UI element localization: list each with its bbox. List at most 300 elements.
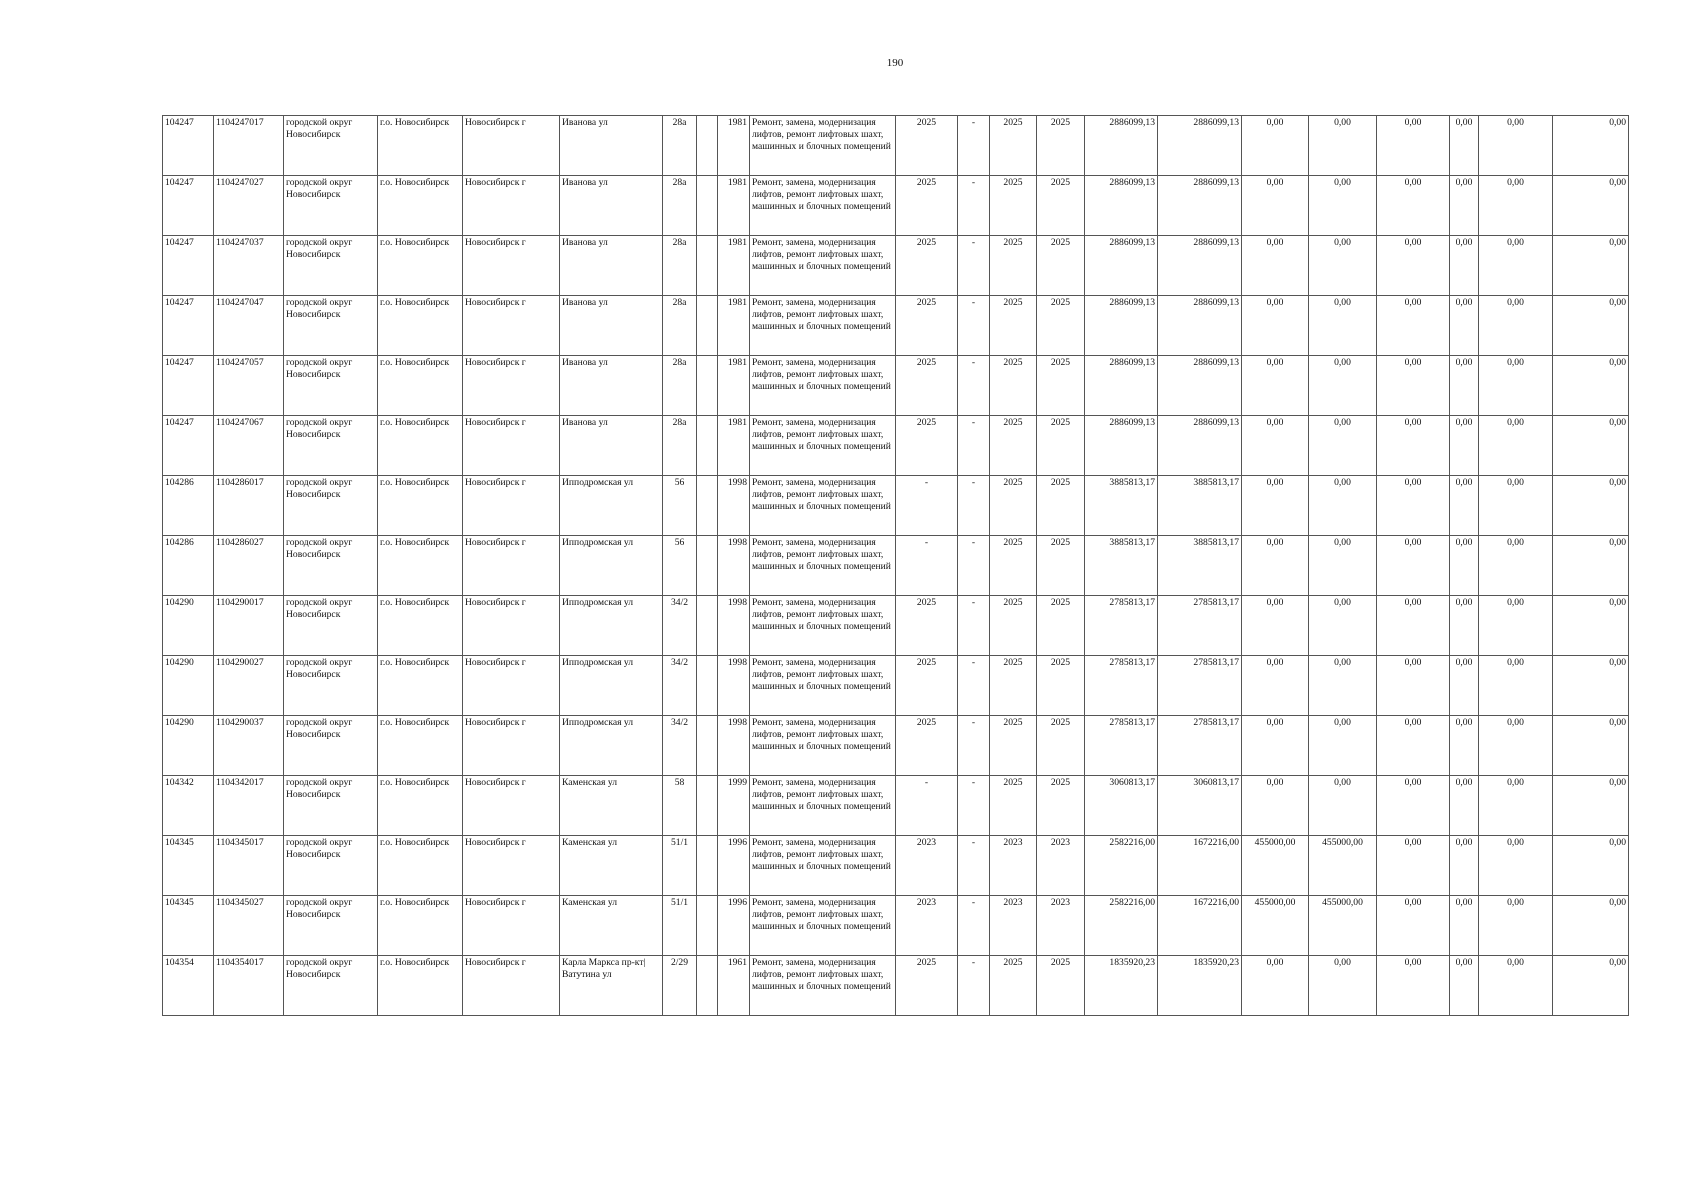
- cell-work-type: Ремонт, замена, модернизация лифтов, ремонт лифтовых шахт, машинных и блочных помещений: [750, 416, 896, 476]
- cell-owners-funds: 0,00: [1377, 956, 1450, 1016]
- cell-municipality: городской округ Новосибирск: [284, 236, 378, 296]
- table-row: [163, 956, 1629, 1016]
- cell-fund-amount: 1672216,00: [1158, 836, 1242, 896]
- cell-end-year: 2025: [1037, 716, 1085, 776]
- cell-building: [697, 536, 718, 596]
- cell-start-year: 2025: [990, 416, 1037, 476]
- cell-reserve-1: 0,00: [1479, 176, 1553, 236]
- cell-total-cost: 3885813,17: [1085, 536, 1158, 596]
- cell-municipality: городской округ Новосибирск: [284, 536, 378, 596]
- cell-object-id: 104247: [163, 296, 214, 356]
- cell-other-funds: 0,00: [1450, 776, 1479, 836]
- cell-plan-year: 2025: [896, 416, 958, 476]
- cell-plan-year: 2025: [896, 116, 958, 176]
- cell-building: [697, 356, 718, 416]
- cell-other-funds: 0,00: [1450, 416, 1479, 476]
- cell-local-budget: 0,00: [1309, 656, 1377, 716]
- cell-total-cost: 2582216,00: [1085, 896, 1158, 956]
- cell-reserve-1: 0,00: [1479, 116, 1553, 176]
- cell-build-year: 1981: [718, 116, 750, 176]
- table-row: [163, 416, 1629, 476]
- cell-other-funds: 0,00: [1450, 716, 1479, 776]
- cell-dash-cell: -: [958, 896, 990, 956]
- table-row: [163, 236, 1629, 296]
- cell-owners-funds: 0,00: [1377, 836, 1450, 896]
- cell-build-year: 1996: [718, 896, 750, 956]
- cell-build-year: 1981: [718, 236, 750, 296]
- cell-total-cost: 2582216,00: [1085, 836, 1158, 896]
- cell-object-id: 104286: [163, 536, 214, 596]
- cell-plan-year: 2025: [896, 596, 958, 656]
- cell-owners-funds: 0,00: [1377, 536, 1450, 596]
- cell-owners-funds: 0,00: [1377, 716, 1450, 776]
- cell-owners-funds: 0,00: [1377, 176, 1450, 236]
- cell-reserve-2: 0,00: [1553, 116, 1629, 176]
- cell-end-year: 2025: [1037, 956, 1085, 1016]
- cell-house-number: 28а: [663, 116, 697, 176]
- cell-total-cost: 2886099,13: [1085, 116, 1158, 176]
- cell-work-type: Ремонт, замена, модернизация лифтов, ремонт лифтовых шахт, машинных и блочных помещений: [750, 356, 896, 416]
- cell-end-year: 2025: [1037, 416, 1085, 476]
- cell-district: г.о. Новосибирск: [378, 236, 463, 296]
- cell-regional-budget: 0,00: [1242, 236, 1309, 296]
- cell-district: г.о. Новосибирск: [378, 896, 463, 956]
- cell-work-type: Ремонт, замена, модернизация лифтов, ремонт лифтовых шахт, машинных и блочных помещений: [750, 296, 896, 356]
- cell-total-cost: 1835920,23: [1085, 956, 1158, 1016]
- cell-total-cost: 2886099,13: [1085, 236, 1158, 296]
- cell-dash-cell: -: [958, 956, 990, 1016]
- cell-end-year: 2023: [1037, 836, 1085, 896]
- cell-other-funds: 0,00: [1450, 476, 1479, 536]
- cell-work-type: Ремонт, замена, модернизация лифтов, ремонт лифтовых шахт, машинных и блочных помещений: [750, 716, 896, 776]
- cell-build-year: 1981: [718, 296, 750, 356]
- cell-fund-amount: 1672216,00: [1158, 896, 1242, 956]
- cell-street: Иванова ул: [560, 236, 663, 296]
- cell-reserve-2: 0,00: [1553, 656, 1629, 716]
- cell-other-funds: 0,00: [1450, 116, 1479, 176]
- cell-settlement: Новосибирск г: [463, 896, 560, 956]
- cell-total-cost: 2886099,13: [1085, 356, 1158, 416]
- cell-local-budget: 0,00: [1309, 116, 1377, 176]
- cell-local-budget: 455000,00: [1309, 896, 1377, 956]
- cell-reserve-2: 0,00: [1553, 296, 1629, 356]
- cell-local-budget: 0,00: [1309, 356, 1377, 416]
- cell-work-type: Ремонт, замена, модернизация лифтов, ремонт лифтовых шахт, машинных и блочных помещений: [750, 896, 896, 956]
- cell-object-id: 104354: [163, 956, 214, 1016]
- cell-build-year: 1981: [718, 356, 750, 416]
- table-row: [163, 836, 1629, 896]
- cell-dash-cell: -: [958, 656, 990, 716]
- cell-building: [697, 656, 718, 716]
- cell-owners-funds: 0,00: [1377, 116, 1450, 176]
- table-row: [163, 476, 1629, 536]
- cell-reserve-1: 0,00: [1479, 536, 1553, 596]
- cell-plan-year: -: [896, 536, 958, 596]
- cell-house-number: 51/1: [663, 896, 697, 956]
- cell-municipality: городской округ Новосибирск: [284, 116, 378, 176]
- cell-building: [697, 476, 718, 536]
- cell-local-budget: 0,00: [1309, 776, 1377, 836]
- cell-municipality: городской округ Новосибирск: [284, 896, 378, 956]
- cell-reserve-1: 0,00: [1479, 656, 1553, 716]
- cell-district: г.о. Новосибирск: [378, 776, 463, 836]
- cell-municipality: городской округ Новосибирск: [284, 296, 378, 356]
- cell-regional-budget: 0,00: [1242, 956, 1309, 1016]
- cell-street: Каменская ул: [560, 776, 663, 836]
- cell-regional-budget: 455000,00: [1242, 836, 1309, 896]
- table-row: [163, 356, 1629, 416]
- cell-record-id: 1104290027: [214, 656, 284, 716]
- cell-other-funds: 0,00: [1450, 956, 1479, 1016]
- cell-building: [697, 236, 718, 296]
- cell-build-year: 1998: [718, 656, 750, 716]
- cell-local-budget: 0,00: [1309, 716, 1377, 776]
- cell-object-id: 104247: [163, 176, 214, 236]
- cell-building: [697, 416, 718, 476]
- cell-total-cost: 2785813,17: [1085, 656, 1158, 716]
- cell-end-year: 2025: [1037, 476, 1085, 536]
- cell-end-year: 2025: [1037, 176, 1085, 236]
- cell-fund-amount: 3885813,17: [1158, 476, 1242, 536]
- cell-regional-budget: 0,00: [1242, 656, 1309, 716]
- cell-regional-budget: 0,00: [1242, 536, 1309, 596]
- cell-work-type: Ремонт, замена, модернизация лифтов, ремонт лифтовых шахт, машинных и блочных помещений: [750, 956, 896, 1016]
- cell-other-funds: 0,00: [1450, 176, 1479, 236]
- cell-owners-funds: 0,00: [1377, 776, 1450, 836]
- cell-dash-cell: -: [958, 416, 990, 476]
- table-row: [163, 296, 1629, 356]
- cell-municipality: городской округ Новосибирск: [284, 956, 378, 1016]
- cell-total-cost: 2886099,13: [1085, 296, 1158, 356]
- cell-plan-year: -: [896, 476, 958, 536]
- cell-district: г.о. Новосибирск: [378, 356, 463, 416]
- cell-start-year: 2025: [990, 716, 1037, 776]
- cell-build-year: 1981: [718, 416, 750, 476]
- cell-total-cost: 2886099,13: [1085, 176, 1158, 236]
- cell-plan-year: 2025: [896, 956, 958, 1016]
- cell-settlement: Новосибирск г: [463, 236, 560, 296]
- cell-building: [697, 836, 718, 896]
- cell-owners-funds: 0,00: [1377, 296, 1450, 356]
- cell-local-budget: 455000,00: [1309, 836, 1377, 896]
- cell-municipality: городской округ Новосибирск: [284, 416, 378, 476]
- cell-record-id: 1104247037: [214, 236, 284, 296]
- cell-end-year: 2025: [1037, 596, 1085, 656]
- cell-settlement: Новосибирск г: [463, 956, 560, 1016]
- cell-district: г.о. Новосибирск: [378, 836, 463, 896]
- cell-fund-amount: 2785813,17: [1158, 716, 1242, 776]
- cell-record-id: 1104247027: [214, 176, 284, 236]
- cell-start-year: 2025: [990, 536, 1037, 596]
- cell-plan-year: -: [896, 776, 958, 836]
- cell-total-cost: 3060813,17: [1085, 776, 1158, 836]
- cell-owners-funds: 0,00: [1377, 476, 1450, 536]
- cell-district: г.о. Новосибирск: [378, 476, 463, 536]
- cell-dash-cell: -: [958, 716, 990, 776]
- cell-plan-year: 2025: [896, 656, 958, 716]
- cell-start-year: 2025: [990, 596, 1037, 656]
- cell-local-budget: 0,00: [1309, 476, 1377, 536]
- cell-street: Ипподромская ул: [560, 716, 663, 776]
- cell-settlement: Новосибирск г: [463, 416, 560, 476]
- cell-plan-year: 2025: [896, 296, 958, 356]
- cell-fund-amount: 2886099,13: [1158, 176, 1242, 236]
- cell-start-year: 2023: [990, 896, 1037, 956]
- cell-object-id: 104345: [163, 836, 214, 896]
- cell-reserve-1: 0,00: [1479, 236, 1553, 296]
- cell-reserve-1: 0,00: [1479, 956, 1553, 1016]
- cell-object-id: 104247: [163, 356, 214, 416]
- cell-house-number: 28а: [663, 296, 697, 356]
- cell-other-funds: 0,00: [1450, 836, 1479, 896]
- cell-reserve-1: 0,00: [1479, 716, 1553, 776]
- cell-reserve-2: 0,00: [1553, 536, 1629, 596]
- cell-district: г.о. Новосибирск: [378, 956, 463, 1016]
- cell-municipality: городской округ Новосибирск: [284, 476, 378, 536]
- cell-end-year: 2025: [1037, 776, 1085, 836]
- cell-regional-budget: 0,00: [1242, 176, 1309, 236]
- cell-street: Каменская ул: [560, 836, 663, 896]
- cell-fund-amount: 2886099,13: [1158, 236, 1242, 296]
- cell-dash-cell: -: [958, 116, 990, 176]
- cell-record-id: 1104286017: [214, 476, 284, 536]
- cell-work-type: Ремонт, замена, модернизация лифтов, ремонт лифтовых шахт, машинных и блочных помещений: [750, 116, 896, 176]
- cell-settlement: Новосибирск г: [463, 116, 560, 176]
- cell-house-number: 2/29: [663, 956, 697, 1016]
- cell-reserve-2: 0,00: [1553, 896, 1629, 956]
- cell-reserve-1: 0,00: [1479, 356, 1553, 416]
- cell-house-number: 28а: [663, 236, 697, 296]
- cell-building: [697, 176, 718, 236]
- cell-reserve-1: 0,00: [1479, 836, 1553, 896]
- cell-settlement: Новосибирск г: [463, 656, 560, 716]
- cell-record-id: 1104345027: [214, 896, 284, 956]
- cell-plan-year: 2025: [896, 176, 958, 236]
- cell-municipality: городской округ Новосибирск: [284, 596, 378, 656]
- cell-object-id: 104247: [163, 116, 214, 176]
- cell-object-id: 104290: [163, 656, 214, 716]
- cell-municipality: городской округ Новосибирск: [284, 836, 378, 896]
- cell-reserve-1: 0,00: [1479, 596, 1553, 656]
- cell-fund-amount: 2785813,17: [1158, 656, 1242, 716]
- cell-municipality: городской округ Новосибирск: [284, 656, 378, 716]
- cell-municipality: городской округ Новосибирск: [284, 356, 378, 416]
- cell-work-type: Ремонт, замена, модернизация лифтов, ремонт лифтовых шахт, машинных и блочных помещений: [750, 476, 896, 536]
- cell-fund-amount: 2886099,13: [1158, 296, 1242, 356]
- cell-house-number: 34/2: [663, 596, 697, 656]
- table-row: [163, 596, 1629, 656]
- cell-street: Иванова ул: [560, 356, 663, 416]
- cell-house-number: 34/2: [663, 716, 697, 776]
- cell-reserve-2: 0,00: [1553, 356, 1629, 416]
- cell-total-cost: 2785813,17: [1085, 596, 1158, 656]
- cell-reserve-2: 0,00: [1553, 716, 1629, 776]
- cell-object-id: 104290: [163, 596, 214, 656]
- cell-settlement: Новосибирск г: [463, 176, 560, 236]
- cell-reserve-2: 0,00: [1553, 176, 1629, 236]
- cell-street: Ипподромская ул: [560, 536, 663, 596]
- cell-total-cost: 3885813,17: [1085, 476, 1158, 536]
- cell-build-year: 1999: [718, 776, 750, 836]
- cell-object-id: 104345: [163, 896, 214, 956]
- cell-municipality: городской округ Новосибирск: [284, 176, 378, 236]
- cell-local-budget: 0,00: [1309, 536, 1377, 596]
- cell-dash-cell: -: [958, 596, 990, 656]
- cell-end-year: 2025: [1037, 536, 1085, 596]
- cell-dash-cell: -: [958, 296, 990, 356]
- cell-regional-budget: 0,00: [1242, 416, 1309, 476]
- cell-dash-cell: -: [958, 536, 990, 596]
- cell-owners-funds: 0,00: [1377, 236, 1450, 296]
- cell-start-year: 2025: [990, 776, 1037, 836]
- cell-fund-amount: 3060813,17: [1158, 776, 1242, 836]
- cell-record-id: 1104247067: [214, 416, 284, 476]
- cell-fund-amount: 2886099,13: [1158, 356, 1242, 416]
- cell-street: Ипподромская ул: [560, 596, 663, 656]
- cell-work-type: Ремонт, замена, модернизация лифтов, ремонт лифтовых шахт, машинных и блочных помещений: [750, 236, 896, 296]
- cell-other-funds: 0,00: [1450, 236, 1479, 296]
- cell-district: г.о. Новосибирск: [378, 416, 463, 476]
- cell-street: Иванова ул: [560, 116, 663, 176]
- cell-settlement: Новосибирск г: [463, 836, 560, 896]
- table-row: [163, 116, 1629, 176]
- cell-end-year: 2025: [1037, 656, 1085, 716]
- cell-build-year: 1961: [718, 956, 750, 1016]
- cell-regional-budget: 0,00: [1242, 116, 1309, 176]
- cell-local-budget: 0,00: [1309, 596, 1377, 656]
- cell-plan-year: 2023: [896, 836, 958, 896]
- table-row: [163, 776, 1629, 836]
- cell-building: [697, 716, 718, 776]
- cell-plan-year: 2025: [896, 236, 958, 296]
- cell-reserve-2: 0,00: [1553, 776, 1629, 836]
- cell-end-year: 2023: [1037, 896, 1085, 956]
- cell-regional-budget: 0,00: [1242, 356, 1309, 416]
- cell-record-id: 1104247047: [214, 296, 284, 356]
- cell-street: Карла Маркса пр-кт| Ватутина ул: [560, 956, 663, 1016]
- cell-object-id: 104247: [163, 236, 214, 296]
- cell-build-year: 1981: [718, 176, 750, 236]
- cell-total-cost: 2785813,17: [1085, 716, 1158, 776]
- cell-reserve-1: 0,00: [1479, 476, 1553, 536]
- cell-build-year: 1998: [718, 716, 750, 776]
- cell-street: Иванова ул: [560, 416, 663, 476]
- cell-plan-year: 2025: [896, 716, 958, 776]
- cell-reserve-1: 0,00: [1479, 296, 1553, 356]
- cell-work-type: Ремонт, замена, модернизация лифтов, ремонт лифтовых шахт, машинных и блочных помещений: [750, 536, 896, 596]
- cell-settlement: Новосибирск г: [463, 296, 560, 356]
- cell-regional-budget: 0,00: [1242, 476, 1309, 536]
- cell-settlement: Новосибирск г: [463, 716, 560, 776]
- cell-regional-budget: 455000,00: [1242, 896, 1309, 956]
- capital-repair-table: [162, 115, 1629, 1016]
- cell-fund-amount: 1835920,23: [1158, 956, 1242, 1016]
- cell-owners-funds: 0,00: [1377, 896, 1450, 956]
- cell-object-id: 104286: [163, 476, 214, 536]
- cell-settlement: Новосибирск г: [463, 596, 560, 656]
- cell-street: Иванова ул: [560, 296, 663, 356]
- cell-record-id: 1104247017: [214, 116, 284, 176]
- cell-fund-amount: 2785813,17: [1158, 596, 1242, 656]
- cell-plan-year: 2023: [896, 896, 958, 956]
- cell-municipality: городской округ Новосибирск: [284, 776, 378, 836]
- cell-build-year: 1996: [718, 836, 750, 896]
- cell-local-budget: 0,00: [1309, 236, 1377, 296]
- cell-owners-funds: 0,00: [1377, 416, 1450, 476]
- cell-other-funds: 0,00: [1450, 596, 1479, 656]
- cell-house-number: 34/2: [663, 656, 697, 716]
- cell-local-budget: 0,00: [1309, 296, 1377, 356]
- cell-regional-budget: 0,00: [1242, 296, 1309, 356]
- cell-regional-budget: 0,00: [1242, 776, 1309, 836]
- cell-dash-cell: -: [958, 176, 990, 236]
- cell-start-year: 2025: [990, 296, 1037, 356]
- cell-house-number: 28а: [663, 356, 697, 416]
- cell-object-id: 104342: [163, 776, 214, 836]
- cell-house-number: 58: [663, 776, 697, 836]
- cell-settlement: Новосибирск г: [463, 476, 560, 536]
- cell-building: [697, 596, 718, 656]
- cell-building: [697, 956, 718, 1016]
- table-row: [163, 716, 1629, 776]
- cell-fund-amount: 3885813,17: [1158, 536, 1242, 596]
- cell-dash-cell: -: [958, 476, 990, 536]
- cell-other-funds: 0,00: [1450, 656, 1479, 716]
- cell-other-funds: 0,00: [1450, 536, 1479, 596]
- cell-total-cost: 2886099,13: [1085, 416, 1158, 476]
- cell-start-year: 2025: [990, 236, 1037, 296]
- table-row: [163, 536, 1629, 596]
- cell-reserve-2: 0,00: [1553, 476, 1629, 536]
- cell-end-year: 2025: [1037, 356, 1085, 416]
- cell-start-year: 2025: [990, 176, 1037, 236]
- cell-street: Ипподромская ул: [560, 476, 663, 536]
- cell-start-year: 2023: [990, 836, 1037, 896]
- cell-settlement: Новосибирск г: [463, 536, 560, 596]
- cell-record-id: 1104342017: [214, 776, 284, 836]
- cell-reserve-2: 0,00: [1553, 416, 1629, 476]
- cell-record-id: 1104286027: [214, 536, 284, 596]
- cell-district: г.о. Новосибирск: [378, 296, 463, 356]
- page-number: 190: [886, 57, 904, 69]
- cell-building: [697, 896, 718, 956]
- cell-dash-cell: -: [958, 236, 990, 296]
- cell-record-id: 1104345017: [214, 836, 284, 896]
- cell-dash-cell: -: [958, 356, 990, 416]
- cell-municipality: городской округ Новосибирск: [284, 716, 378, 776]
- cell-settlement: Новосибирск г: [463, 356, 560, 416]
- cell-district: г.о. Новосибирск: [378, 176, 463, 236]
- cell-plan-year: 2025: [896, 356, 958, 416]
- cell-regional-budget: 0,00: [1242, 596, 1309, 656]
- table-row: [163, 896, 1629, 956]
- cell-settlement: Новосибирск г: [463, 776, 560, 836]
- cell-building: [697, 116, 718, 176]
- cell-reserve-1: 0,00: [1479, 896, 1553, 956]
- cell-reserve-1: 0,00: [1479, 416, 1553, 476]
- cell-house-number: 51/1: [663, 836, 697, 896]
- cell-other-funds: 0,00: [1450, 356, 1479, 416]
- cell-district: г.о. Новосибирск: [378, 596, 463, 656]
- cell-local-budget: 0,00: [1309, 416, 1377, 476]
- cell-start-year: 2025: [990, 956, 1037, 1016]
- cell-work-type: Ремонт, замена, модернизация лифтов, ремонт лифтовых шахт, машинных и блочных помещений: [750, 596, 896, 656]
- cell-end-year: 2025: [1037, 116, 1085, 176]
- cell-other-funds: 0,00: [1450, 296, 1479, 356]
- cell-local-budget: 0,00: [1309, 176, 1377, 236]
- cell-reserve-2: 0,00: [1553, 956, 1629, 1016]
- cell-record-id: 1104354017: [214, 956, 284, 1016]
